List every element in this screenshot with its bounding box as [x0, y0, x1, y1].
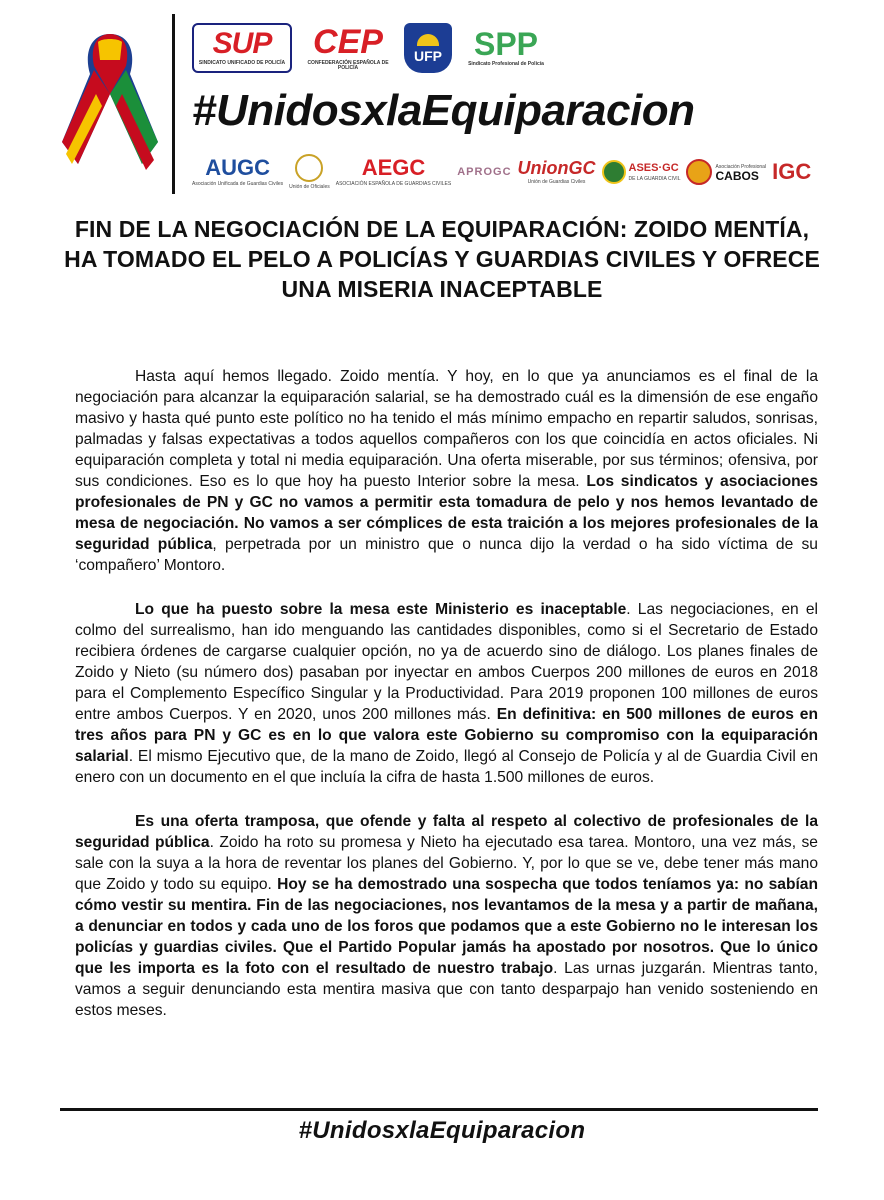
document-header	[0, 0, 884, 200]
union-logos-top	[192, 22, 546, 74]
footer-divider	[60, 1108, 818, 1111]
headline: FIN DE LA NEGOCIACIÓN DE LA EQUIPARACIÓN: ZOIDO MENTÍA, HA TOMADO EL PELO A POLICÍAS Y GUARDIAS CIVILES Y OFRECE UNA MISERIA INACEPTABLE	[64, 216, 820, 302]
cabos-logo: Asociación Profesional CABOS	[686, 150, 766, 194]
igc-logo: IGC	[772, 159, 812, 184]
ufp-logo: UFP	[404, 23, 452, 73]
paragraph-1: Hasta aquí hemos llegado. Zoido mentía. Y hoy, en lo que ya anunciamos es el final de la negociación para alcanzar la equiparación salarial, se ha demostrado cuál es la dimensión de ese engaño masivo y hasta qué punto este político no ha tenido el más mínimo empacho en repartir saludos, sonrisas, palmadas y falsas expectativas a todos aquellos compañeros con los que coincidía en actos oficiales. Ni equiparación completa y total ni media equiparación. Una oferta miserable, por sus términos; ofensiva, por sus condiciones. Eso es lo que hoy ha puesto Interior sobre la mesa. Los sindicatos y asociaciones profesionales de PN y GC no vamos a permitir esta tomadura de pelo y nos hemos levantado de mesa de negociación. No vamos a ser cómplices de esta traición a los mejores profesionales de la seguridad pública, perpetrada por un ministro que o nunca dijo la verdad o ha sido víctima de su ‘compañero’ Montoro.	[75, 368, 819, 574]
sup-logo: SUP SINDICATO UNIFICADO DE POLICÍA	[192, 23, 292, 73]
spp-logo: SPP Sindicato Profesional de Policía	[468, 26, 544, 68]
header-divider	[172, 14, 175, 194]
cep-logo: CEP CONFEDERACIÓN ESPAÑOLA DE POLICÍA	[307, 22, 389, 71]
aegc-logo: AEGC ASOCIACIÓN ESPAÑOLA DE GUARDIAS CIVILES	[335, 155, 452, 187]
footer-hashtag: #UnidosxlaEquiparacion	[298, 1117, 586, 1144]
union-oficiales-logo: Unión de Oficiales	[289, 150, 330, 194]
augc-logo: AUGC Asociación Unificada de Guardias Civiles	[192, 155, 284, 187]
header-hashtag: #UnidosxlaEquiparacion	[192, 86, 695, 135]
asesgc-logo: ASES·GC DE LA GUARDIA CIVIL	[602, 150, 681, 194]
paragraph-2: Lo que ha puesto sobre la mesa este Ministerio es inaceptable. Las negociaciones, en el colmo del surrealismo, han ido menguando las cantidades disponibles, como si el Secretario de Estado recibiera órdenes de cargarse cualquier opción, no ya de acuerdo sino de diálogo. Los planes finales de Zoido y Nieto (su número dos) pasaban por inyectar en ambos Cuerpos 200 millones de euros en 2018 para el Complemento Específico Singular y la Productividad. Para 2019 proponen 100 millones de euros entre ambos Cuerpos. Y en 2020, unos 200 millones más. En definitiva: en 500 millones de euros en tres años para PN y GC es en lo que valora este Gobierno su compromiso con la equiparación salarial. El mismo Ejecutivo que, de la mano de Zoido, llegó al Consejo de Policía y al de Guardia Civil en enero con un documento en el que incluía la cifra de hasta 1.500 millones de euros.	[75, 601, 818, 786]
badge-icon	[602, 160, 626, 184]
spanish-flag-ribbon-icon	[50, 14, 170, 174]
crest-icon	[295, 154, 323, 182]
aprogc-logo: APROGC	[457, 165, 512, 178]
sun-icon	[417, 34, 439, 46]
association-logos-bottom	[192, 150, 811, 194]
uniongc-logo: UnionGC Unión de Guardias Civiles	[517, 158, 596, 185]
paragraph-3: Es una oferta tramposa, que ofende y falta al respeto al colectivo de profesionales de la seguridad pública. Zoido ha roto su promesa y Nieto ha ejecutado esa tarea. Montoro, una vez más, se sale con la suya a la hora de reventar los planes del Gobierno. Y, por lo que se ve, debe tener más mano que Zoido y todo su equipo. Hoy se ha demostrado una sospecha que todos teníamos ya: no sabían cómo vestir su mentira. Fin de las negociaciones, nos levantamos de la mesa y a partir de mañana, a denunciar en todos y cada uno de los foros que podamos que a este Gobierno no le interesan los policías y guardias civiles. Que el Partido Popular jamás ha apostado por nosotros. Que lo único que les importa es la foto con el resultado de nuestro trabajo. Las urnas juzgarán. Mientras tanto, vamos a seguir denunciando esta mentira masiva que con tanto desparpajo han venido sosteniendo en estos meses.	[75, 813, 819, 1019]
emblem-icon	[686, 159, 712, 185]
article-body	[75, 366, 818, 1044]
